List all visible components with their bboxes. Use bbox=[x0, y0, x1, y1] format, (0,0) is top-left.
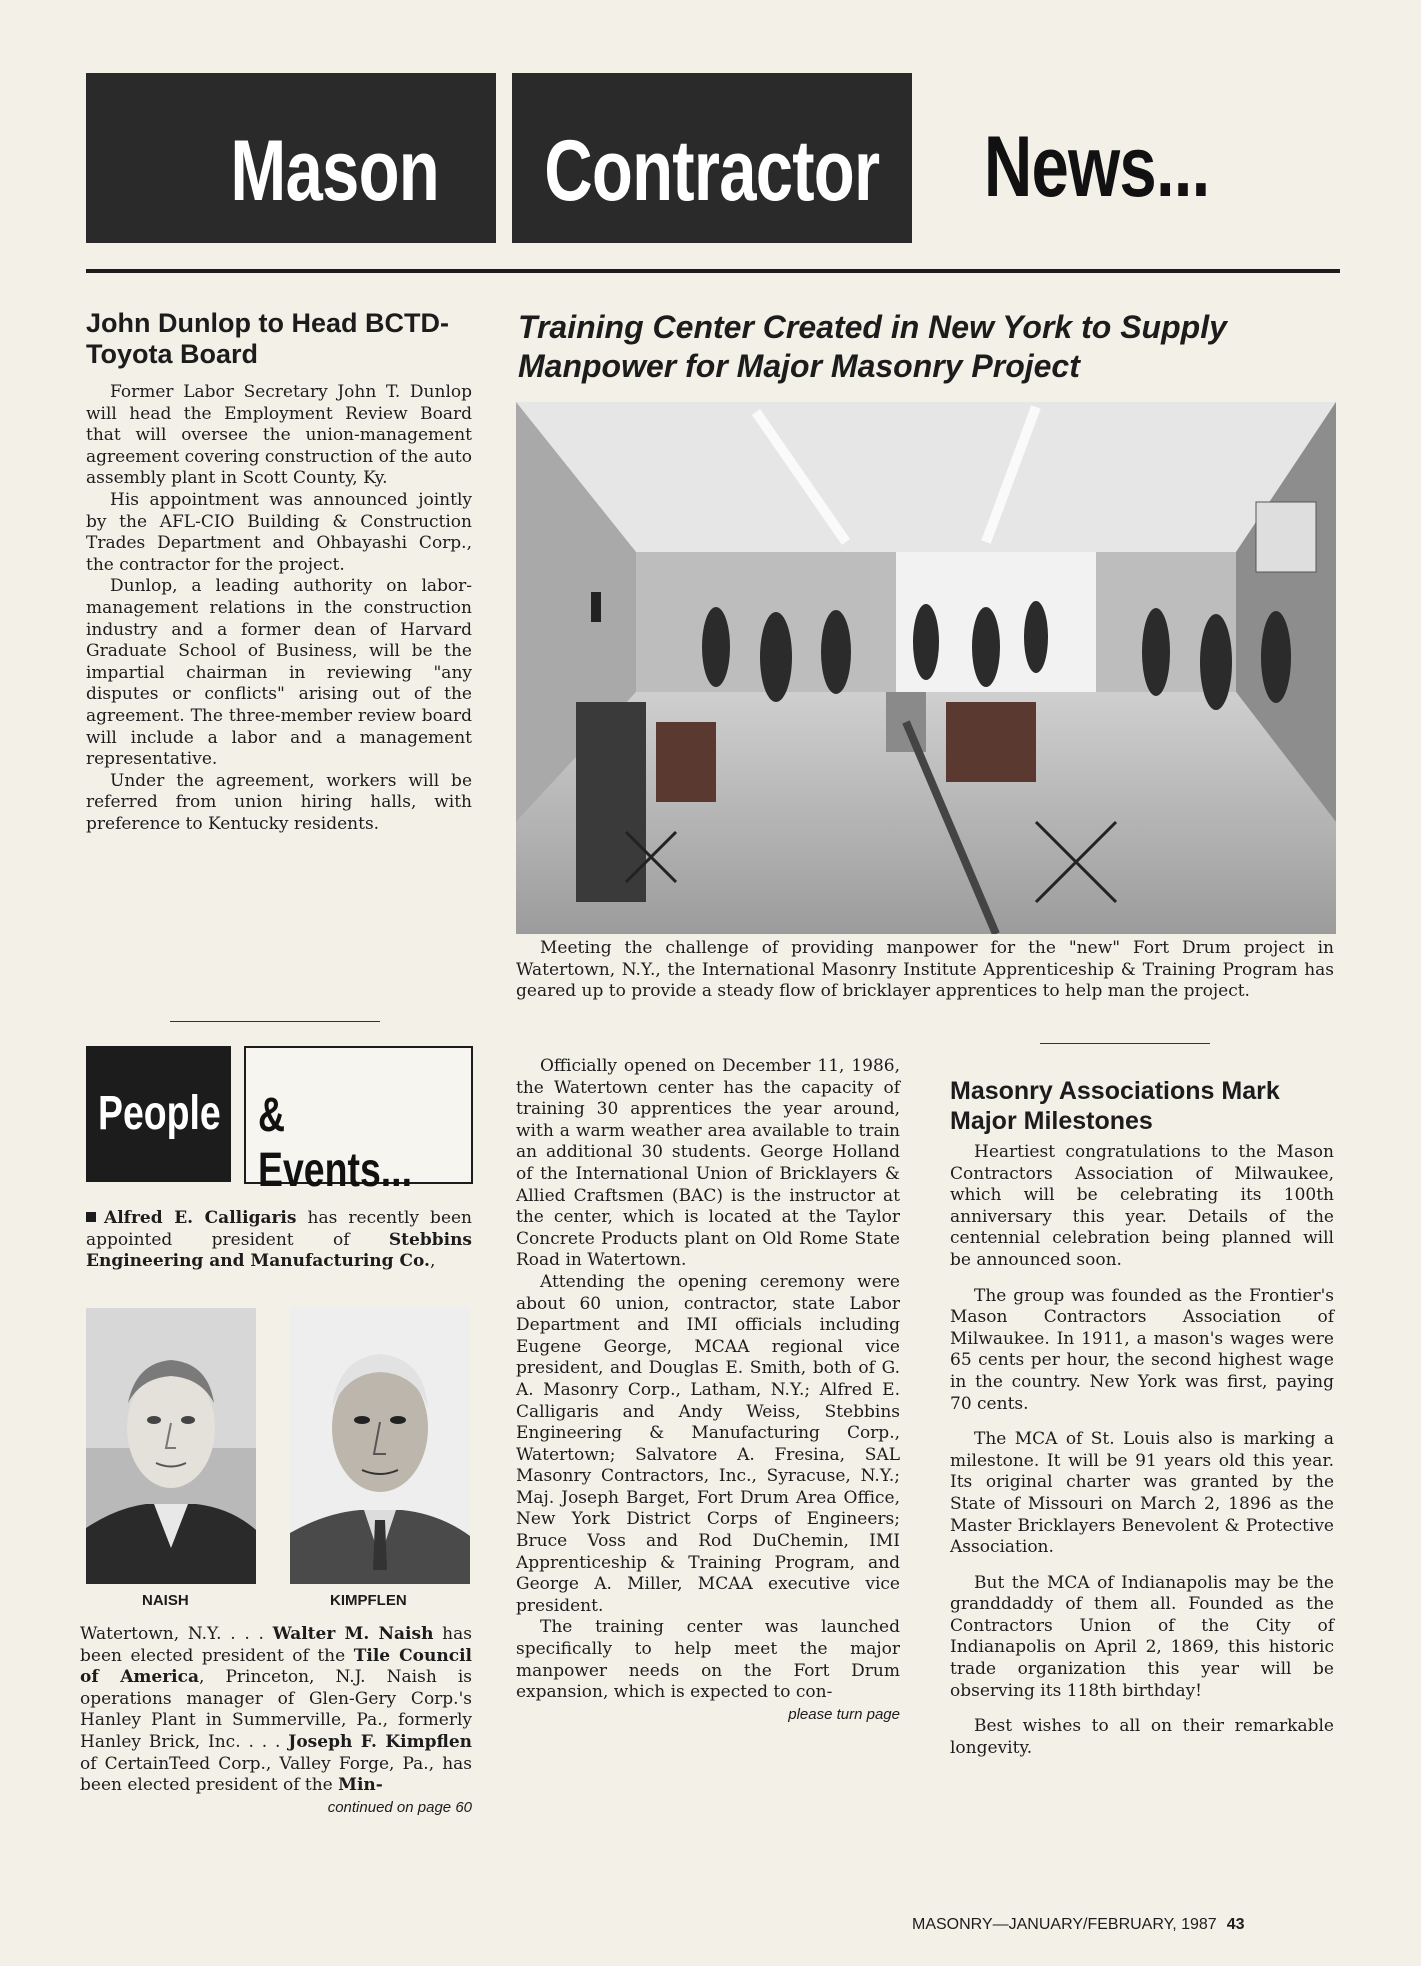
people-text: has been elected president of the bbox=[80, 1624, 472, 1666]
people-text: Watertown, N.Y. . . . bbox=[80, 1624, 273, 1644]
photo-caption-kimpflen: KIMPFLEN bbox=[330, 1592, 407, 1609]
section-divider bbox=[170, 1021, 380, 1022]
people-text: of CertainTeed Corp., Valley Forge, Pa., has been elected president of the bbox=[80, 1753, 472, 1796]
section-divider bbox=[1040, 1043, 1210, 1044]
masthead-rule bbox=[86, 269, 1340, 273]
associations-paragraph: Heartiest congratulations to the Mason Contractors Association of Milwaukee, which will be celebrating its 100th anniversary this year. Details of the centennial celebration being planned will be announced soon. bbox=[950, 1142, 1334, 1270]
training-paragraph: Attending the opening ceremony were about 60 union, contractor, state Labor Department and IMI officials including Eugene George, MCAA regional vice president, and Douglas E. Smith, both of G. A. Masonry Corp., Latham, N.Y.; Alfred E. Calligaris and Andy Weiss, Stebbins Engineering & Manufacturing Corp., Watertown; Salvatore A. Fresina, SAL Masonry Contractors, Inc., Syracuse, N.Y.; Maj. Joseph Barget, Fort Drum Area Office, New York District Corps of Engineers; Bruce Voss and Rod DuChemin, IMI Apprenticeship & Training Program, and George A. Miller, MCAA executive vice president. bbox=[516, 1271, 900, 1616]
masthead-word-mason: Mason bbox=[230, 123, 439, 219]
turn-page-note: please turn page bbox=[788, 1705, 900, 1723]
people-title-box bbox=[86, 1046, 231, 1182]
people-lead bbox=[86, 1208, 472, 1273]
dunlop-article bbox=[86, 382, 472, 835]
associations-paragraph: The group was founded as the Frontier's Mason Contractors Association of Milwaukee. In 1911, a mason's wages were 65 cents per hour, the second highest wage in the country. New York was first, paying 70 cents. bbox=[950, 1285, 1334, 1414]
continued-note: continued on page 60 bbox=[327, 1798, 472, 1816]
dunlop-headline: John Dunlop to Head BCTD-Toyota Board bbox=[86, 308, 449, 369]
associations-paragraph: The MCA of St. Louis also is marking a milestone. It will be 91 years old this year. Its original charter was granted by the State of Missouri on March 2, 1896 as the Master Bricklayers Benevolent & Protective Association. bbox=[950, 1429, 1334, 1558]
portrait-naish bbox=[86, 1308, 256, 1584]
company-stebbins: Stebbins Engineering and Manufacturing Co. bbox=[86, 1229, 472, 1272]
training-paragraph: The training center was launched specifically to help meet the major manpower needs on the Fort Drum expansion, which is expected to con- bbox=[516, 1617, 900, 1703]
associations-paragraph: Best wishes to all on their remarkable longevity. bbox=[950, 1716, 1334, 1758]
masthead-word-news: News... bbox=[983, 119, 1210, 215]
masthead-block-news bbox=[952, 118, 1241, 217]
training-article bbox=[516, 1056, 900, 1725]
people-text: , Princeton, N.J. Naish is operations manager of Glen-Gery Corp.'s Hanley Plant in Summerville, Pa., formerly Hanley Brick, Inc. . . . bbox=[80, 1667, 472, 1752]
people-title: People bbox=[98, 1087, 221, 1140]
masthead-word-contractor: Contractor bbox=[544, 123, 880, 219]
page-number: 43 bbox=[1226, 1916, 1245, 1933]
people-text: , bbox=[429, 1251, 436, 1272]
associations-article bbox=[950, 1142, 1334, 1773]
training-paragraph: Officially opened on December 11, 1986, the Watertown center has the capacity of training 30 apprentices the year around, with a warm weather area available to train an additional 30 students. George Holland of the International Union of Bricklayers & Allied Craftsmen (BAC) is the instructor at the center, which is located at the Taylor Concrete Products plant on Old Rome State Road in Watertown. bbox=[516, 1056, 900, 1271]
page-footer bbox=[912, 1916, 1245, 1934]
dunlop-paragraph: His appointment was announced jointly by the AFL-CIO Building & Construction Trades Department and Ohbayashi Corp., the contractor for the project. bbox=[86, 489, 472, 575]
events-title-box bbox=[244, 1046, 473, 1197]
dunlop-paragraph: Former Labor Secretary John T. Dunlop will head the Employment Review Board that will oversee the union-management agreement covering construction of the auto assembly plant in Scott County, Ky. bbox=[86, 382, 472, 489]
org-min: Min- bbox=[338, 1775, 383, 1796]
training-headline: Training Center Created in New York to Supply Manpower for Major Masonry Project bbox=[518, 309, 1227, 384]
associations-headline: Masonry Associations Mark Major Milestones bbox=[950, 1077, 1280, 1135]
person-name-naish: Walter M. Naish bbox=[272, 1624, 434, 1644]
dunlop-paragraph: Dunlop, a leading authority on labor-management relations in the construction industry and a former dean of Harvard Graduate School of Business, will be the impartial chairman in reviewing "any disputes or conflicts" arising out of the agreement. The three-member review board will include a labor and a management representative. bbox=[86, 576, 472, 770]
people-text: has recently been appointed president of bbox=[86, 1208, 473, 1250]
person-name-kimpflen: Joseph F. Kimpflen bbox=[288, 1731, 472, 1752]
masthead-block-contractor bbox=[512, 73, 912, 243]
training-photo-caption: Meeting the challenge of providing manpower for the "new" Fort Drum project in Watertown, N.Y., the International Masonry Institute Apprenticeship & Training Program has geared up to provide a steady flow of bricklayer apprentices to help man the project. bbox=[516, 938, 1334, 1002]
portrait-kimpflen bbox=[290, 1308, 470, 1584]
events-title: & Events... bbox=[258, 1089, 412, 1197]
people-items bbox=[80, 1624, 472, 1818]
org-tile-council: Tile Council of America bbox=[80, 1645, 472, 1688]
bullet-icon bbox=[86, 1212, 96, 1222]
associations-paragraph: But the MCA of Indianapolis may be the granddaddy of them all. Founded as the Contractors Union of the City of Indianapolis on April 2, 1869, this historic trade organization this year will be observing its 118th birthday! bbox=[950, 1572, 1334, 1701]
dunlop-paragraph: Under the agreement, workers will be referred from union hiring halls, with preference to Kentucky residents. bbox=[86, 770, 472, 834]
person-name-calligaris: Alfred E. Calligaris bbox=[104, 1208, 297, 1228]
photo-caption-naish: NAISH bbox=[142, 1592, 189, 1609]
issue-label: MASONRY—JANUARY/FEBRUARY, 1987 bbox=[912, 1916, 1217, 1933]
training-center-photo bbox=[516, 402, 1336, 934]
masthead-block-mason bbox=[86, 73, 496, 243]
